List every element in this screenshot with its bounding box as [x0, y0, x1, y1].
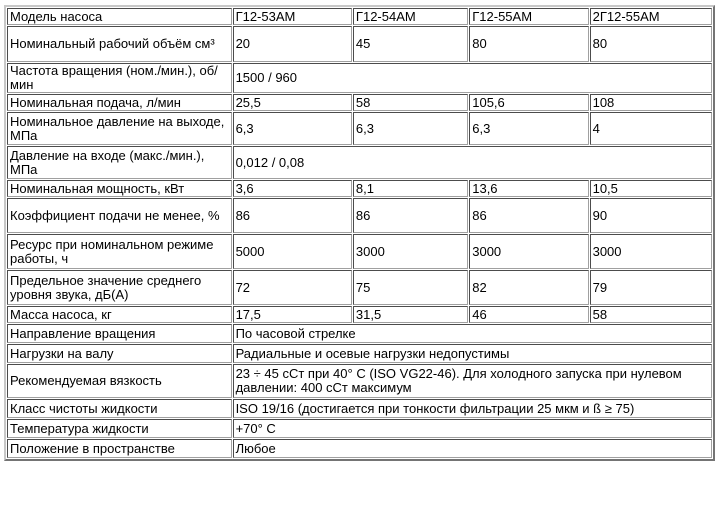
value-cell: 108 [590, 94, 712, 111]
merged-value-cell: 0,012 / 0,08 [233, 146, 712, 179]
pump-spec-table [4, 5, 715, 461]
value-cell: 3000 [353, 234, 468, 269]
value-cell: 6,3 [469, 112, 588, 145]
value-cell: 80 [469, 26, 588, 62]
row-label-cell: Направление вращения [7, 324, 232, 343]
value-cell: 3000 [590, 234, 712, 269]
value-cell: 82 [469, 270, 588, 305]
table-row [7, 364, 712, 398]
table-row [7, 146, 712, 179]
value-cell: 4 [590, 112, 712, 145]
value-cell: 58 [590, 306, 712, 323]
table-row [7, 26, 712, 62]
row-label-cell: Коэффициент подачи не менее, % [7, 198, 232, 233]
table-row [7, 94, 712, 111]
table-row [7, 324, 712, 343]
row-label-cell: Номинальный рабочий объём см³ [7, 26, 232, 62]
merged-value-cell: Радиальные и осевые нагрузки недопустимы [233, 344, 712, 363]
value-cell: 8,1 [353, 180, 468, 197]
value-cell: 10,5 [590, 180, 712, 197]
header-model-cell: Г12-53АМ [233, 8, 352, 25]
row-label-cell: Номинальное давление на выходе, МПа [7, 112, 232, 145]
header-model-cell: Г12-55АМ [469, 8, 588, 25]
header-label-cell: Модель насоса [7, 8, 232, 25]
value-cell: 6,3 [353, 112, 468, 145]
row-label-cell: Рекомендуемая вязкость [7, 364, 232, 398]
merged-value-cell: По часовой стрелке [233, 324, 712, 343]
value-cell: 90 [590, 198, 712, 233]
header-model-cell: Г12-54АМ [353, 8, 468, 25]
value-cell: 45 [353, 26, 468, 62]
merged-value-cell: 23 ÷ 45 сСт при 40° С (ISO VG22-46). Для холодного запуска при нулевом давлении: 400 сСт максимум [233, 364, 712, 398]
value-cell: 5000 [233, 234, 352, 269]
table-row [7, 180, 712, 197]
header-model-cell: 2Г12-55АМ [590, 8, 712, 25]
row-label-cell: Класс чистоты жидкости [7, 399, 232, 418]
table-row [7, 112, 712, 145]
table-row [7, 270, 712, 305]
table-header-row [7, 8, 712, 25]
row-label-cell: Масса насоса, кг [7, 306, 232, 323]
table-row [7, 419, 712, 438]
value-cell: 72 [233, 270, 352, 305]
value-cell: 46 [469, 306, 588, 323]
value-cell: 86 [233, 198, 352, 233]
value-cell: 86 [353, 198, 468, 233]
value-cell: 6,3 [233, 112, 352, 145]
merged-value-cell: ISO 19/16 (достигается при тонкости фильтрации 25 мкм и ß ≥ 75) [233, 399, 712, 418]
value-cell: 20 [233, 26, 352, 62]
table-row [7, 63, 712, 93]
row-label-cell: Предельное значение среднего уровня звука, дБ(А) [7, 270, 232, 305]
merged-value-cell: +70° С [233, 419, 712, 438]
value-cell: 79 [590, 270, 712, 305]
table-row [7, 344, 712, 363]
value-cell: 58 [353, 94, 468, 111]
value-cell: 105,6 [469, 94, 588, 111]
row-label-cell: Температура жидкости [7, 419, 232, 438]
merged-value-cell: 1500 / 960 [233, 63, 712, 93]
value-cell: 3,6 [233, 180, 352, 197]
row-label-cell: Ресурс при номинальном режиме работы, ч [7, 234, 232, 269]
value-cell: 80 [590, 26, 712, 62]
row-label-cell: Номинальная подача, л/мин [7, 94, 232, 111]
row-label-cell: Частота вращения (ном./мин.), об/мин [7, 63, 232, 93]
table-row [7, 306, 712, 323]
table-row [7, 439, 712, 458]
value-cell: 31,5 [353, 306, 468, 323]
row-label-cell: Давление на входе (макс./мин.), МПа [7, 146, 232, 179]
table-row [7, 234, 712, 269]
row-label-cell: Положение в пространстве [7, 439, 232, 458]
value-cell: 86 [469, 198, 588, 233]
merged-value-cell: Любое [233, 439, 712, 458]
value-cell: 13,6 [469, 180, 588, 197]
row-label-cell: Номинальная мощность, кВт [7, 180, 232, 197]
row-label-cell: Нагрузки на валу [7, 344, 232, 363]
value-cell: 75 [353, 270, 468, 305]
table-row [7, 399, 712, 418]
value-cell: 3000 [469, 234, 588, 269]
value-cell: 17,5 [233, 306, 352, 323]
table-row [7, 198, 712, 233]
value-cell: 25,5 [233, 94, 352, 111]
